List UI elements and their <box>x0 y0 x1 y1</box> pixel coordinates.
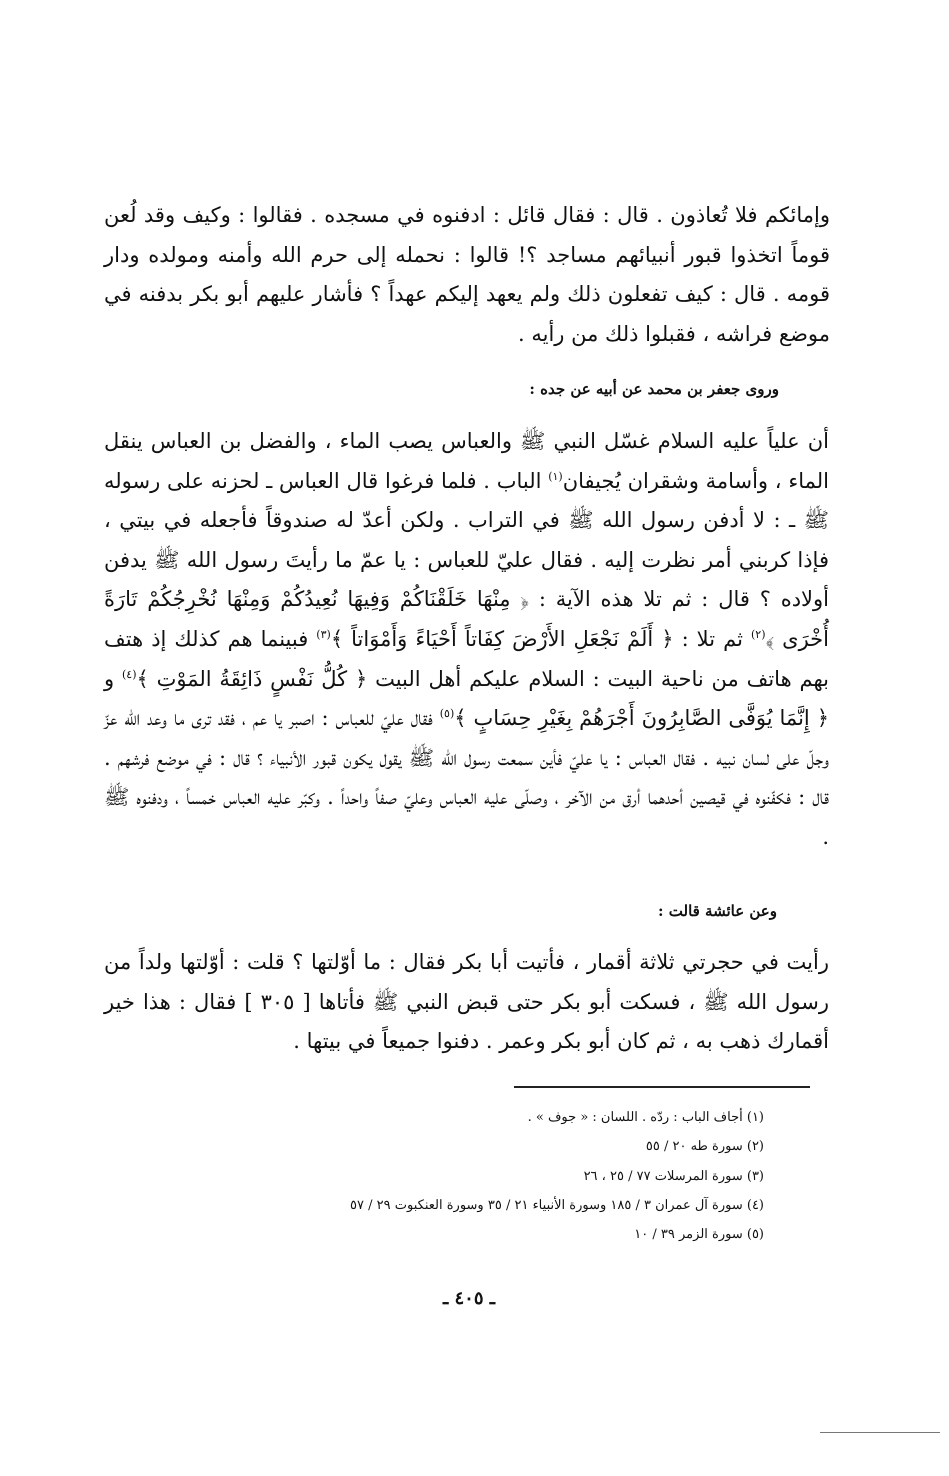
text-segment: فقال عليّ للعباس : اصبر يا عم ، فقد ترى ما وعد الله عزّ وجلّ على لسان نبيه . فقال العباس : يا عليّ فأين سمعت رسول الله ﷺ يقول يكون قبور الأنبياء ؟ قال : في موضع فرشهم . قال : فكفّنوه في قيصين أحدهما أرق من الآخر ، وصلّى عليه العباس وعليّ صفاً واحداً . وكبّر عليه العباس خمساً ، ودفنوه ﷺ . <box>104 706 829 849</box>
footnotes <box>164 1103 764 1249</box>
footnote-3: (٣) سورة المرسلات ٧٧ / ٢٥ ، ٢٦ <box>583 1168 764 1184</box>
heading-jafar-narration: وروى جعفر بن محمد عن أبيه عن جده : <box>529 380 779 398</box>
text-segment: فبينما هم كذلك إذ هتف بهم هاتف من ناحية البيت : السلام عليكم أهل البيت ﴿ كُلُّ نَفْسٍ ذَائِقَةُ المَوْتِ ﴾ <box>104 626 829 691</box>
footnote-5: (٥) سورة الزمر ٣٩ / ١٠ <box>634 1227 764 1243</box>
paragraph-three-moons: رأيت في حجرتي ثلاثة أقمار ، فأتيت أبا بكر فقال : ما أوّلتها ؟ قلت : أوّلتها ولداً من رسول الله ﷺ ، فسكت أبو بكر حتى قبض النبي ﷺ فأتاها [ ٣٠٥ ] فقال : هذا خير أقمارك ذهب به ، ثم كان أبو بكر وعمر . دفنوا جميعاً في بيتها . <box>104 950 829 1054</box>
text-segment: ثم تلا : ﴿ أَلَمْ نَجْعَلِ الأَرْضَ كِفَاتاً أَحْيَاءً وَأَمْوَاتاً ﴾ <box>330 626 751 651</box>
footnote-ref-3[interactable]: (٣) <box>316 627 331 641</box>
heading-aisha-narration: وعن عائشة قالت : <box>658 902 777 920</box>
footnote-ref-1[interactable]: (١) <box>548 469 563 483</box>
footnote-4: (٤) سورة آل عمران ٣ / ١٨٥ وسورة الأنبياء ٢١ / ٣٥ وسورة العنكبوت ٢٩ / ٥٧ <box>350 1197 764 1213</box>
footnote-2: (٢) سورة طه ٢٠ / ٥٥ <box>645 1139 764 1155</box>
text-segment: الباب . فلما فرغوا قال العباس ـ لحزنه على رسوله ﷺ ـ : لا أدفن رسول الله ﷺ في التراب . ولكن أعدّ له صندوقاً فأجعله في بيتي ، فإذا كربني أمر نظرت إليه . فقال عليّ للعباس : يا عمّ ما رأيتَ رسول الله ﷺ يدفن أولاده ؟ قال : ثم تلا هذه الآية : ﴿ مِنْهَا خَلَقْنَاكُمْ وَفِيهَا نُعِيدُكُمْ وَمِنْهَا نُخْرِجُكُمْ تَارَةً أُخْرَى ﴾ <box>104 468 829 651</box>
footnote-ref-4[interactable]: (٤) <box>121 667 137 681</box>
page-number: ـ ٤٠٥ ـ <box>442 1288 496 1309</box>
footnote-divider <box>514 1086 810 1088</box>
text-segment: أن علياً عليه السلام غسّل النبي ﷺ والعباس يصب الماء ، والفضل بن العباس ينقل الماء ، وأسامة وشقران يُجيفان <box>104 429 829 493</box>
footnote-ref-5[interactable]: (٥) <box>439 707 455 721</box>
footnote-1: (١) أجاف الباب : ردّه . اللسان : « جوف » . <box>527 1110 764 1125</box>
footnote-ref-2[interactable]: (٢) <box>750 627 766 641</box>
paragraph-burial-debate: وإمائكم فلا تُعاذون . قال : فقال قائل : ادفنوه في مسجده . فقالوا : وكيف وقد لُعن قوماً اتخذوا قبور أنبيائهم مساجد ؟! قالوا : نحمله إلى حرم الله وأمنه ومولده ودار قومه . قال : كيف تفعلون ذلك ولم يعهد إليكم عهداً ؟ فأشار عليهم أبو بكر بدفنه في موضع فراشه ، فقبلوا ذلك من رأيه . <box>104 203 830 346</box>
scan-edge-line <box>820 1432 940 1433</box>
paragraph-ali-washing <box>104 422 829 858</box>
text-segment: و ﴿ إِنَّمَا يُوَفَّى الصَّابِرُونَ أَجْرَهُمْ بِغَيْرِ حِسَابٍ ﴾ <box>104 666 829 731</box>
